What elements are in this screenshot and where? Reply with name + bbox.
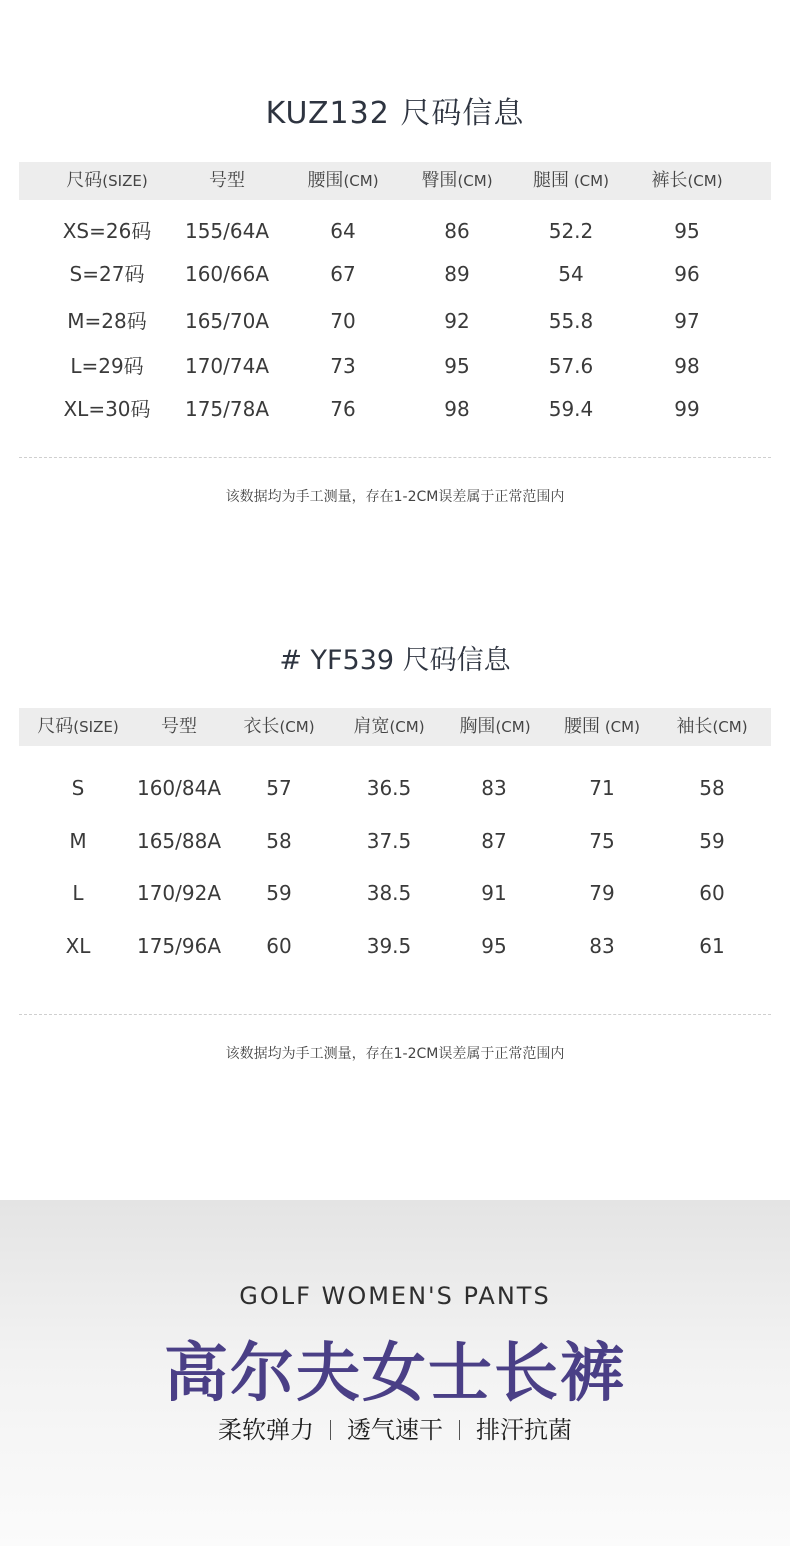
t2-header-chest: 胸围(CM) xyxy=(459,716,531,737)
banner-features xyxy=(0,1410,790,1445)
table2-cell: 71 xyxy=(589,776,615,800)
table2-cell: 79 xyxy=(589,881,615,905)
feature-separator xyxy=(459,1420,460,1440)
table1-cell: 76 xyxy=(330,397,356,421)
table2-cell: 36.5 xyxy=(366,776,412,800)
table2-cell: 83 xyxy=(589,934,615,958)
table2-header-row xyxy=(19,708,771,746)
table1-cell: 98 xyxy=(674,354,700,378)
banner-title: 高尔夫女士长裤 xyxy=(164,1337,626,1411)
t1-header-hip: 臀围(CM) xyxy=(421,170,493,191)
table1-cell: 160/66A xyxy=(184,262,270,286)
table1-cell: XS=26码 xyxy=(62,219,152,243)
table2-cell: 83 xyxy=(481,776,507,800)
table1-cell: 52.2 xyxy=(548,219,594,243)
table2-cell: S xyxy=(71,776,85,800)
feature-2: 透气速干 xyxy=(347,1416,443,1444)
product-banner xyxy=(0,1200,790,1546)
table1-cell: 86 xyxy=(444,219,470,243)
table1-cell: L=29码 xyxy=(70,354,144,378)
table2-cell: 57 xyxy=(266,776,292,800)
table1-cell: 99 xyxy=(674,397,700,421)
table2-cell: 59 xyxy=(266,881,292,905)
table1-cell: 165/70A xyxy=(184,309,270,333)
table2-divider xyxy=(19,1014,771,1015)
table1-cell: 89 xyxy=(444,262,470,286)
table2-cell: 59 xyxy=(699,829,725,853)
t2-header-length: 衣长(CM) xyxy=(243,716,315,737)
t1-header-length: 裤长(CM) xyxy=(651,170,723,191)
table1-cell: 95 xyxy=(674,219,700,243)
t2-header-model: 号型 xyxy=(161,716,197,737)
table2-cell: 87 xyxy=(481,829,507,853)
table1-cell: 155/64A xyxy=(184,219,270,243)
table1-note: 该数据均为手工测量，存在1-2CM误差属于正常范围内 xyxy=(225,489,565,505)
table2-title: # YF539 尺码信息 xyxy=(279,645,511,676)
t2-header-shoulder: 肩宽(CM) xyxy=(353,716,425,737)
table2-cell: 91 xyxy=(481,881,507,905)
table1-cell: 64 xyxy=(330,219,356,243)
table2-cell: 37.5 xyxy=(366,829,412,853)
table1-cell: 67 xyxy=(330,262,356,286)
table2-cell: 38.5 xyxy=(366,881,412,905)
table2-cell: 175/96A xyxy=(136,934,222,958)
table1-cell: 59.4 xyxy=(548,397,594,421)
table1-cell: 57.6 xyxy=(548,354,594,378)
table1-divider xyxy=(19,457,771,458)
table2-note: 该数据均为手工测量，存在1-2CM误差属于正常范围内 xyxy=(225,1046,565,1062)
table1-cell: 54 xyxy=(558,262,584,286)
table2-cell: L xyxy=(72,881,84,905)
feature-3: 排汗抗菌 xyxy=(476,1416,572,1444)
t1-header-model: 号型 xyxy=(209,170,245,191)
table1-cell: S=27码 xyxy=(69,262,145,286)
table2-cell: 39.5 xyxy=(366,934,412,958)
table2-cell: 60 xyxy=(266,934,292,958)
table1-cell: 98 xyxy=(444,397,470,421)
table2-cell: 58 xyxy=(266,829,292,853)
table1-cell: 95 xyxy=(444,354,470,378)
table1-cell: 96 xyxy=(674,262,700,286)
table2-cell: 165/88A xyxy=(136,829,222,853)
feature-separator xyxy=(330,1420,331,1440)
table1-cell: 175/78A xyxy=(184,397,270,421)
t1-header-waist: 腰围(CM) xyxy=(307,170,379,191)
table1-cell: M=28码 xyxy=(67,309,147,333)
table1-header-row xyxy=(19,162,771,200)
table2-cell: 60 xyxy=(699,881,725,905)
t2-header-sleeve: 袖长(CM) xyxy=(676,716,748,737)
table1-cell: 170/74A xyxy=(184,354,270,378)
table2-cell: 61 xyxy=(699,934,725,958)
table2-cell: 95 xyxy=(481,934,507,958)
table2-cell: M xyxy=(69,829,87,853)
t2-header-size: 尺码(SIZE) xyxy=(37,716,119,737)
table1-cell: 55.8 xyxy=(548,309,594,333)
table1-cell: 92 xyxy=(444,309,470,333)
table1-cell: XL=30码 xyxy=(63,397,151,421)
table2-cell: 75 xyxy=(589,829,615,853)
table2-cell: 170/92A xyxy=(136,881,222,905)
table1-cell: 70 xyxy=(330,309,356,333)
table1-title: KUZ132 尺码信息 xyxy=(265,96,525,131)
feature-1: 柔软弹力 xyxy=(218,1416,314,1444)
table1-cell: 73 xyxy=(330,354,356,378)
table2-cell: 160/84A xyxy=(136,776,222,800)
table2-cell: XL xyxy=(65,934,91,958)
t2-header-waist: 腰围 (CM) xyxy=(564,716,640,737)
banner-subtitle: GOLF WOMEN'S PANTS xyxy=(239,1282,551,1310)
table1-cell: 97 xyxy=(674,309,700,333)
t1-header-size: 尺码(SIZE) xyxy=(66,170,148,191)
t1-header-thigh: 腿围 (CM) xyxy=(533,170,609,191)
table2-cell: 58 xyxy=(699,776,725,800)
